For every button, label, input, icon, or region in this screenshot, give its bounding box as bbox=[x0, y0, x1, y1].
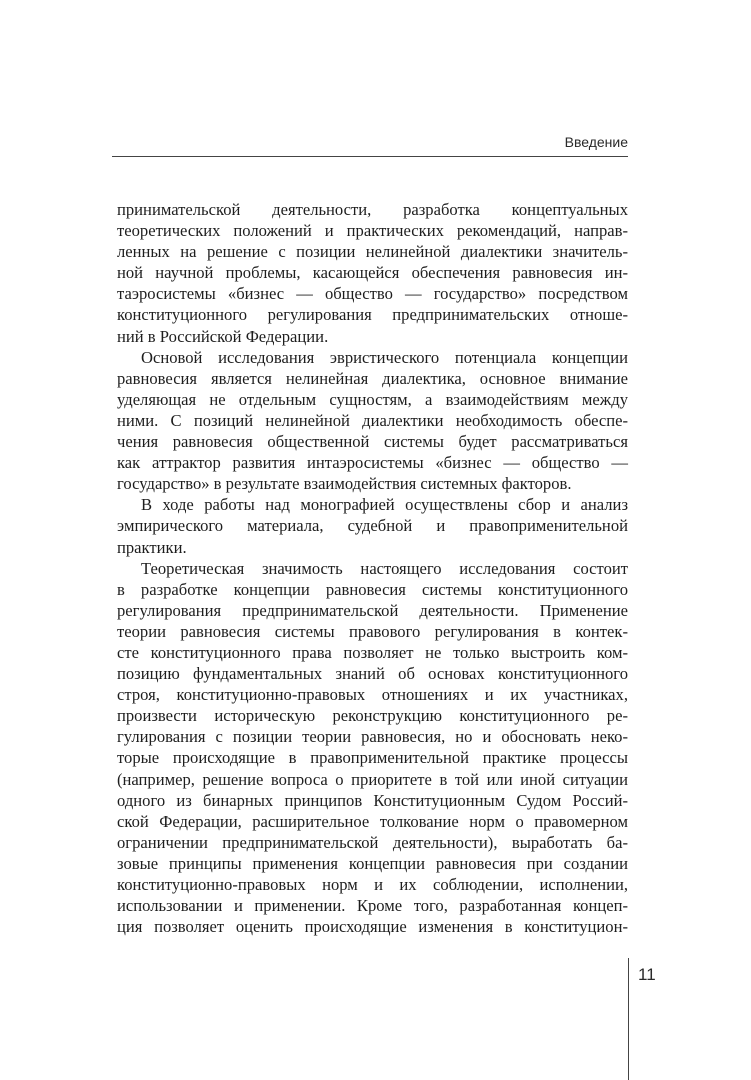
text-line: торые происходящие в правоприменительной практике процессы bbox=[117, 748, 628, 768]
text-line: строя, конституционно-правовых отношениях и их участниках, bbox=[117, 685, 628, 705]
text-line: теоретических положений и практических рекомендаций, направ- bbox=[117, 221, 628, 241]
text-line: равновесия является нелинейная диалектика, основное внимание bbox=[117, 368, 628, 388]
text-line: ция позволяет оценить происходящие изменения в конституцион- bbox=[117, 917, 628, 937]
text-line: В ходе работы над монографией осуществлены сбор и анализ bbox=[141, 495, 628, 515]
text-line: ной научной проблемы, касающейся обеспечения равновесия ин- bbox=[117, 263, 628, 283]
text-line: теории равновесия системы правового регулирования в контек- bbox=[117, 621, 628, 641]
text-line: государство» в результате взаимодействия системных факторов. bbox=[117, 474, 572, 494]
text-line: ской Федерации, расширительное толкование норм о правомерном bbox=[117, 811, 628, 831]
running-head-title: Введение bbox=[564, 134, 628, 150]
text-line: Теоретическая значимость настоящего исследования состоит bbox=[141, 558, 628, 578]
header-divider bbox=[112, 156, 628, 157]
text-line: одного из бинарных принципов Конституционным Судом Россий- bbox=[117, 790, 628, 810]
text-line: позицию фундаментальных знаний об основах конституционного bbox=[117, 664, 628, 684]
text-line: использовании и применении. Кроме того, разработанная концеп- bbox=[117, 896, 628, 916]
text-line: конституционно-правовых норм и их соблюдении, исполнении, bbox=[117, 875, 628, 894]
text-line: практики. bbox=[117, 537, 187, 557]
text-line: таэросистемы «бизнес — общество — государство» посредством bbox=[117, 284, 628, 304]
text-line: уделяющая не отдельным сущностям, а взаимодействиям между bbox=[117, 389, 628, 409]
text-line: в разработке концепции равновесия системы конституционного bbox=[117, 579, 628, 599]
text-line: зовые принципы применения концепции равновесия при создании bbox=[117, 853, 628, 873]
text-line: регулирования предпринимательской деятельности. Применение bbox=[117, 600, 628, 620]
text-line: ленных на решение с позиции нелинейной диалектики значитель- bbox=[117, 242, 628, 262]
text-line: конституционного регулирования предпринимательских отноше- bbox=[117, 305, 628, 325]
text-line: ними. С позиций нелинейной диалектики необходимость обеспе- bbox=[117, 410, 628, 430]
text-line: сте конституционного права позволяет не только выстроить ком- bbox=[117, 642, 628, 662]
text-line: чения равновесия общественной системы будет рассматриваться bbox=[117, 432, 628, 452]
text-line: как аттрактор развития интаэросистемы «бизнес — общество — bbox=[117, 453, 628, 473]
text-line: эмпирического материала, судебной и правоприменительной bbox=[117, 516, 628, 536]
text-line: гулирования с позиции теории равновесия, но и обосновать неко- bbox=[117, 727, 628, 747]
text-line: Основой исследования эвристического потенциала концепции bbox=[141, 347, 628, 367]
text-line: ний в Российской Федерации. bbox=[117, 326, 329, 346]
text-line: ограничении предпринимательской деятельности), выработать ба- bbox=[117, 832, 628, 852]
text-line: произвести историческую реконструкцию конституционного ре- bbox=[117, 706, 628, 726]
page-number-divider bbox=[628, 958, 629, 1080]
text-line: принимательской деятельности, разработка концептуальных bbox=[117, 200, 628, 219]
body-text bbox=[117, 199, 628, 937]
text-line: (например, решение вопроса о приоритете в той или иной ситуации bbox=[117, 769, 628, 789]
page-number: 11 bbox=[638, 965, 656, 984]
